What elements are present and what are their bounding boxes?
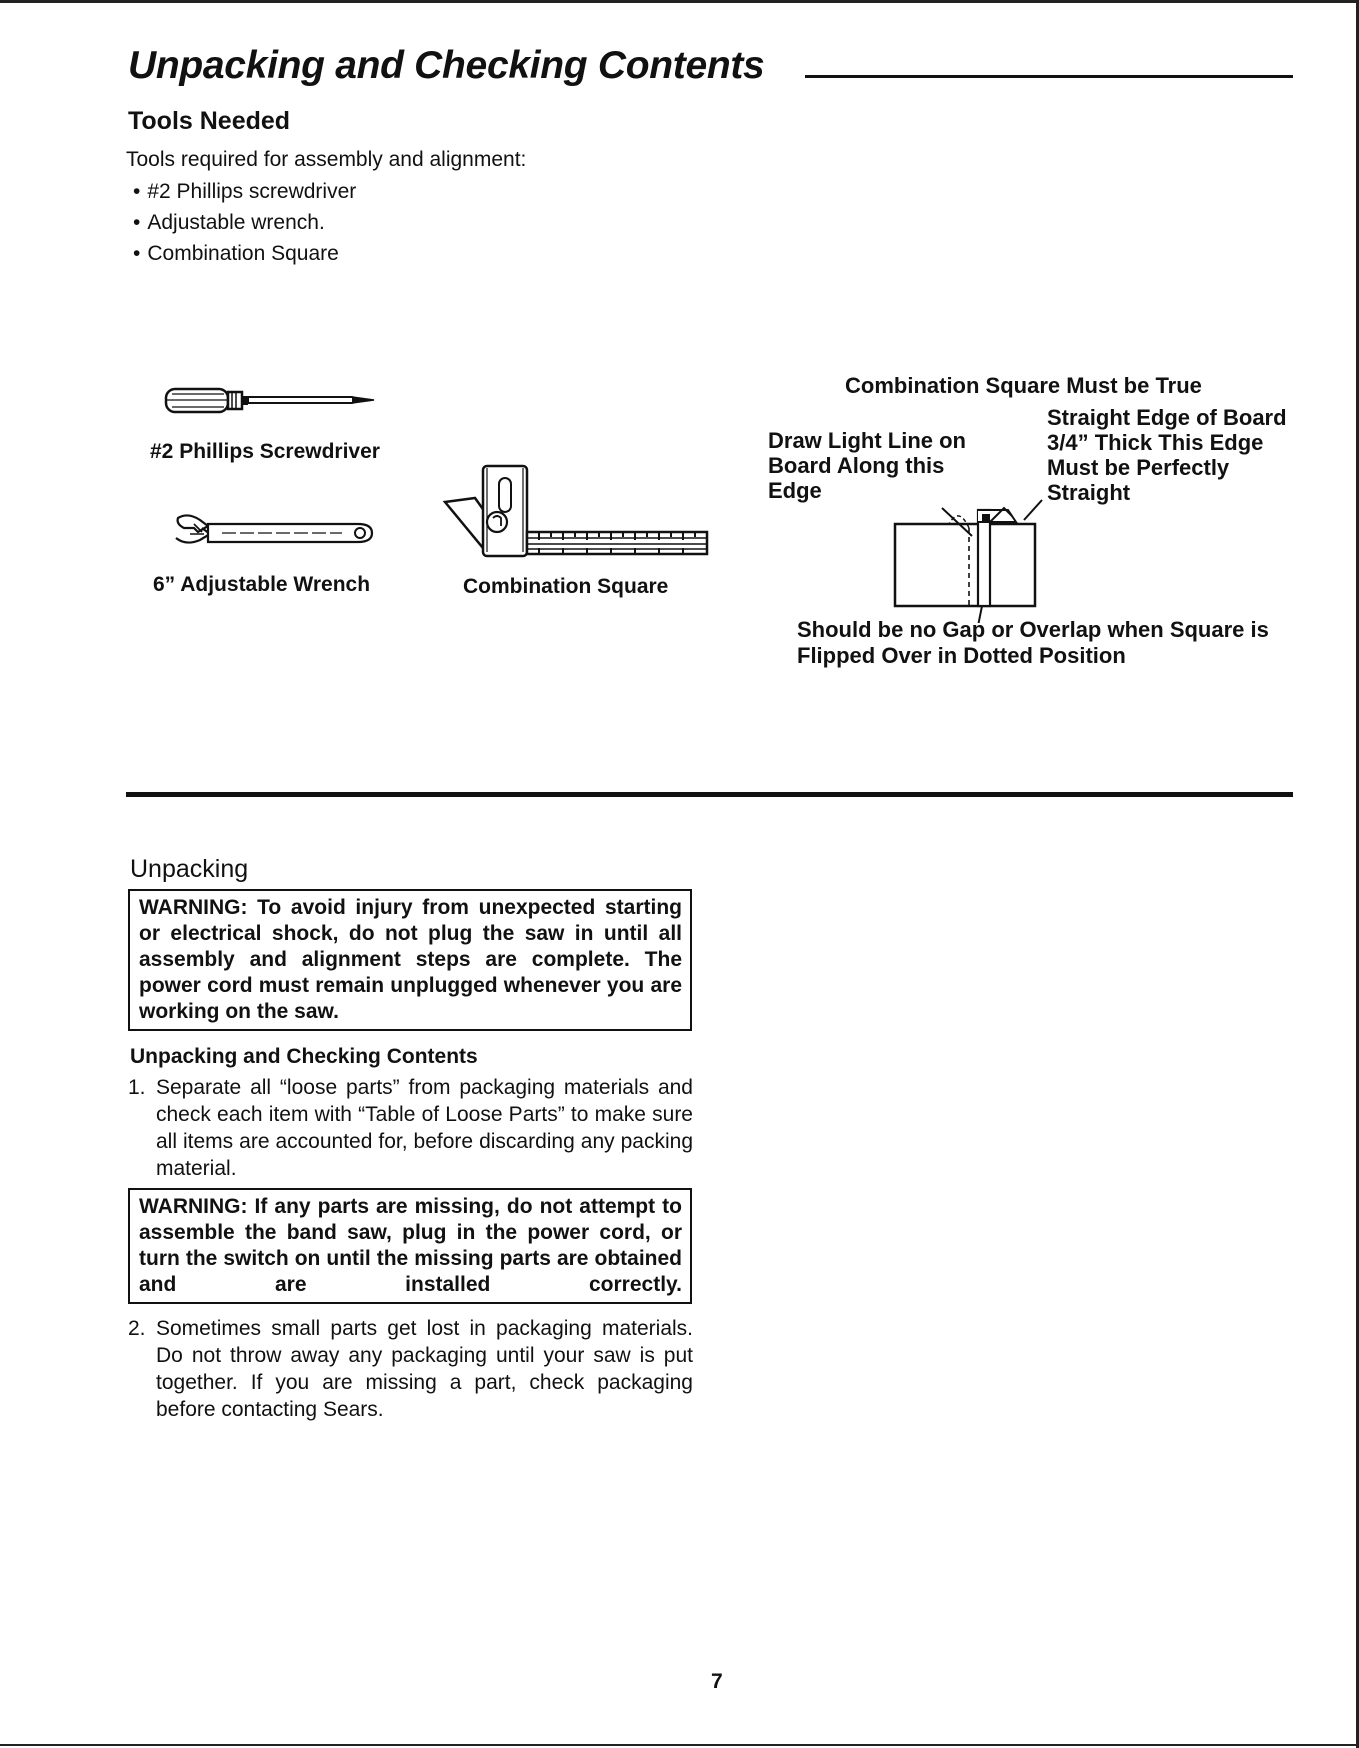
tool-item-screwdriver: • #2 Phillips screwdriver [133, 179, 356, 210]
section-divider [126, 792, 1293, 797]
page-border-bottom [0, 1744, 1359, 1746]
tool-item-square: • Combination Square [133, 241, 356, 272]
unpacking-heading: Unpacking [130, 855, 249, 883]
step-2 [128, 1315, 693, 1423]
square-caption: Combination Square [463, 575, 669, 598]
page-number: 7 [711, 1670, 723, 1693]
tools-needed-heading: Tools Needed [128, 107, 291, 135]
title-rule [805, 75, 1293, 78]
tools-intro: Tools required for assembly and alignment: [126, 148, 527, 171]
page-border-top [0, 0, 1359, 3]
screwdriver-icon [158, 383, 380, 419]
diagram-bottom-label: Should be no Gap or Overlap when Square is Flipped Over in Dotted Position [797, 617, 1269, 668]
diagram-left-label: Draw Light Line on Board Along this Edge [768, 428, 966, 503]
tools-list [133, 179, 356, 272]
diagram-right-label: Straight Edge of Board 3/4” Thick This Edge Must be Perfectly Straight [1047, 405, 1287, 505]
tool-item-wrench: • Adjustable wrench. [133, 210, 356, 241]
step-2-text: Sometimes small parts get lost in packaging materials. Do not throw away any packaging until your saw is put together. If you are missing a part, check packaging before contacting Sears. [156, 1317, 693, 1421]
combination-square-icon [441, 458, 711, 562]
step-2-number: 2. [128, 1317, 146, 1340]
wrench-caption: 6” Adjustable Wrench [153, 573, 371, 596]
square-check-diagram [890, 488, 1060, 623]
warning-box-missing-parts [128, 1188, 692, 1304]
warning-box-power: WARNING: To avoid injury from unexpected starting or electrical shock, do not plug the saw in until all assembly and alignment steps are complete. The power cord must remain unplugged whenever you are working on the saw. [128, 889, 692, 1031]
checking-contents-subheading: Unpacking and Checking Contents [130, 1045, 478, 1068]
step-1-number: 1. [128, 1076, 146, 1099]
step-1 [128, 1074, 693, 1182]
warning-2-text: WARNING: If any parts are missing, do not attempt to assemble the band saw, plug in the power cord, or turn the switch on until the missing parts are obtained and are installed correctly. [139, 1195, 682, 1296]
step-1-text: Separate all “loose parts” from packaging materials and check each item with “Table of Loose Parts” to make sure all items are accounted for, before discarding any packing material. [156, 1076, 693, 1180]
screwdriver-caption: #2 Phillips Screwdriver [150, 440, 380, 463]
wrench-icon [172, 510, 382, 552]
diagram-title: Combination Square Must be True [845, 373, 1202, 398]
page-title: Unpacking and Checking Contents [128, 44, 765, 87]
